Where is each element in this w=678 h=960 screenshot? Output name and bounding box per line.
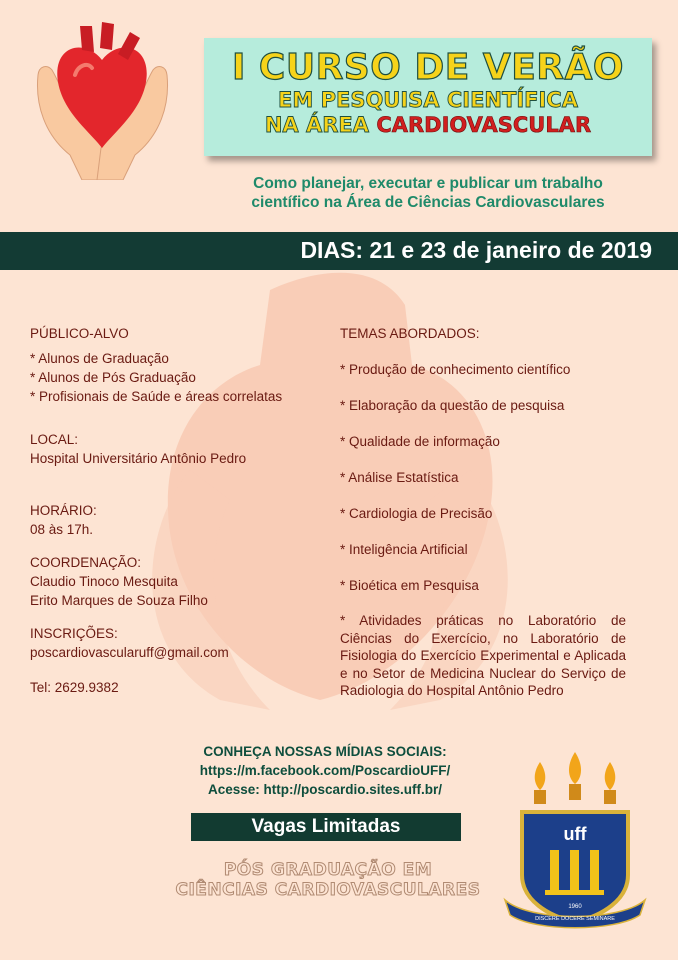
heart-hands-icon <box>30 20 175 180</box>
crest-motto: DISCERE DOCERE SEMINARE <box>535 916 615 922</box>
topics-column <box>340 324 626 700</box>
atividades-text: * Atividades práticas no Laboratório de Ciências do Exercício, no Laboratório de Fisiologia do Exercício Experimental e Aplicada e no Setor de Medicina Nuclear do Serviço de Radiologia do Hospital Antônio Pedro <box>340 613 626 698</box>
program-title <box>148 860 508 900</box>
crest-year: 1960 <box>568 904 582 910</box>
title-line2: EM PESQUISA CIENTÍFICA <box>278 88 578 112</box>
tema-item: * Elaboração da questão de pesquisa <box>340 398 565 413</box>
tema-item: * Inteligência Artificial <box>340 542 468 557</box>
local-label: LOCAL: <box>30 432 79 447</box>
tema-item: * Cardiologia de Precisão <box>340 506 493 521</box>
tema-item: * Análise Estatística <box>340 470 459 485</box>
horario-value: 08 às 17h. <box>30 522 94 537</box>
coordenacao-label: COORDENAÇÃO: <box>30 555 142 570</box>
title-line3-prefix: NA ÁREA <box>264 113 369 137</box>
publico-item: * Profisionais de Saúde e áreas correlatas <box>30 389 283 404</box>
info-column <box>30 324 340 697</box>
inscricoes-email[interactable]: poscardiovascularuff@gmail.com <box>30 645 229 660</box>
title-line3 <box>204 112 652 138</box>
program-line1: PÓS GRADUAÇÃO EM <box>223 860 433 880</box>
vagas-badge: Vagas Limitadas <box>191 813 461 841</box>
publico-item: * Alunos de Graduação <box>30 351 169 366</box>
subtitle-line2: científico na Área de Ciências Cardiovasculares <box>251 194 605 211</box>
coordenador-name: Erito Marques de Souza Filho <box>30 593 208 608</box>
local-value: Hospital Universitário Antônio Pedro <box>30 451 247 466</box>
publico-label: PÚBLICO-ALVO <box>30 326 129 341</box>
title-line3-highlight: CARDIOVASCULAR <box>376 113 592 137</box>
horario-label: HORÁRIO: <box>30 503 97 518</box>
subtitle <box>200 174 656 212</box>
dates-text: DIAS: 21 e 23 de janeiro de 2019 <box>300 237 652 263</box>
tema-item: * Produção de conhecimento científico <box>340 362 571 377</box>
facebook-link[interactable]: https://m.facebook.com/PoscardioUFF/ <box>199 763 451 778</box>
uff-crest-icon <box>500 750 650 935</box>
tema-item: * Qualidade de informação <box>340 434 500 449</box>
social-label: CONHEÇA NOSSAS MÍDIAS SOCIAIS: <box>203 744 447 759</box>
tema-item: * Bioética em Pesquisa <box>340 578 479 593</box>
social-media <box>160 742 490 799</box>
website-link[interactable]: Acesse: http://poscardio.sites.uff.br/ <box>207 782 443 797</box>
crest-label: uff <box>563 824 587 844</box>
title-line1: I CURSO DE VERÃO <box>231 47 624 88</box>
dates-band <box>0 232 678 270</box>
publico-item: * Alunos de Pós Graduação <box>30 370 196 385</box>
inscricoes-label: INSCRIÇÕES: <box>30 626 118 641</box>
telephone: Tel: 2629.9382 <box>30 680 119 695</box>
temas-label: TEMAS ABORDADOS: <box>340 326 480 341</box>
subtitle-line1: Como planejar, executar e publicar um trabalho <box>253 175 603 192</box>
coordenador-name: Claudio Tinoco Mesquita <box>30 574 178 589</box>
program-line2: CIÊNCIAS CARDIOVASCULARES <box>175 880 481 900</box>
title-box <box>204 38 652 156</box>
